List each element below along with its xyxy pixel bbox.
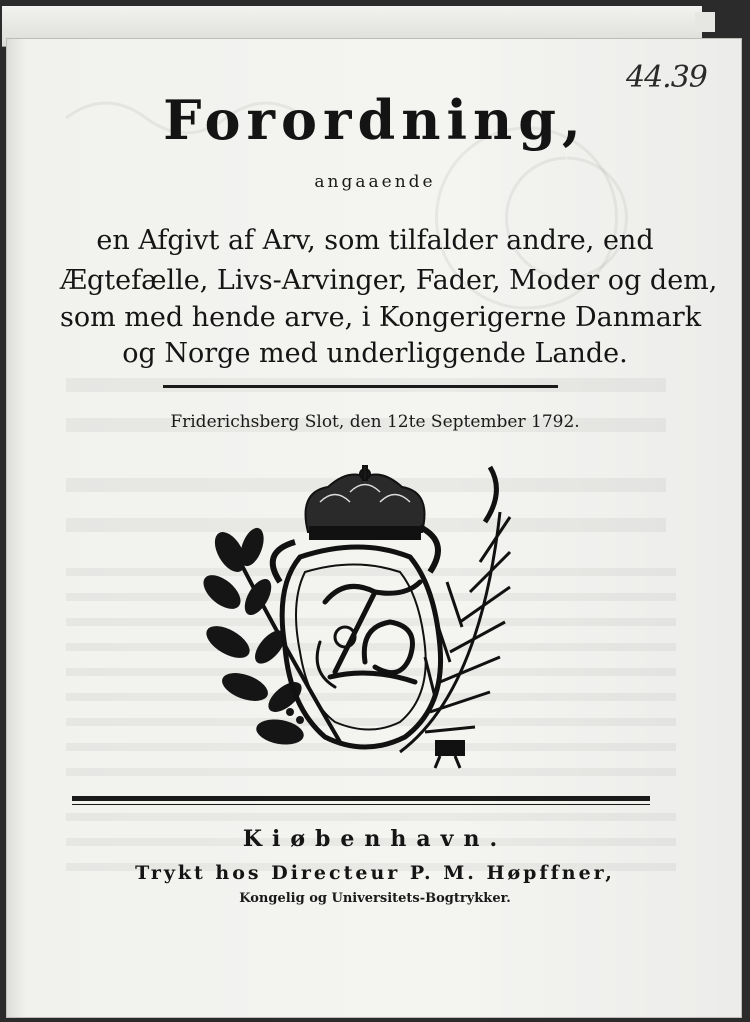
- imprint-printer-title: Kongelig og Universitets-Bogtrykker.: [239, 891, 511, 906]
- crown-icon: [306, 466, 425, 539]
- imprint-city: Kiøbenhavn.: [242, 826, 508, 852]
- body-line-2: Ægtefælle, Livs-Arvinger, Fader, Moder og dem,: [60, 265, 718, 296]
- printer-mark-icon: [435, 740, 465, 768]
- imprint-printer: Trykt hos Directeur P. M. Høpffner,: [135, 862, 615, 884]
- cartouche-frame: [273, 527, 441, 747]
- footer-divider-thin: [72, 804, 650, 805]
- footer-divider-thick: [72, 796, 650, 801]
- monogram-icon: [317, 582, 420, 687]
- document-subtitle: angaaende: [314, 172, 436, 192]
- document-title: Forordning,: [163, 88, 587, 152]
- dateline: Friderichsberg Slot, den 12te September 1792.: [170, 412, 580, 432]
- title-divider: [163, 385, 558, 388]
- body-line-4: og Norge med underliggende Lande.: [122, 338, 628, 369]
- body-line-1: en Afgivt af Arv, som tilfalder andre, end: [96, 225, 654, 256]
- shelfmark-annotation: 44.39: [626, 60, 707, 95]
- body-line-3: som med hende arve, i Kongerigerne Danmark: [60, 302, 702, 333]
- laurel-branch-icon: [200, 525, 340, 748]
- underlying-page-corner: [695, 12, 715, 32]
- royal-cipher-emblem: [200, 462, 530, 782]
